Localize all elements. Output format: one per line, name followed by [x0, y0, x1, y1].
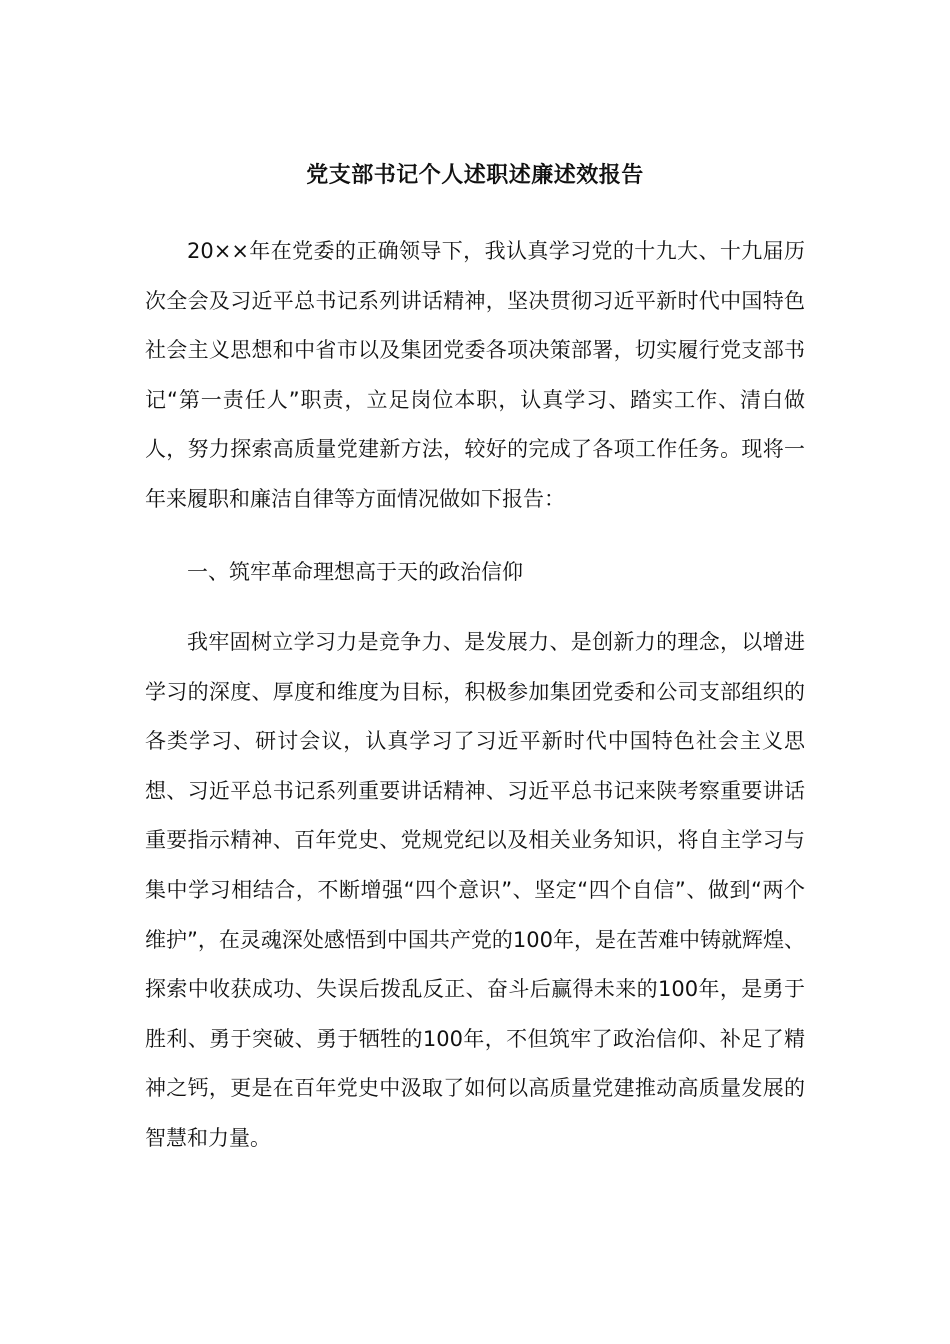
section-paragraph: 我牢固树立学习力是竞争力、是发展力、是创新力的理念，以增进学习的深度、厚度和维度为目标，积极参加集团党委和公司支部组织的各类学习、研讨会议，认真学习了习近平新时代中国特色社会主义思想、习近平总书记系列重要讲话精神、习近平总书记来陕考察重要讲话重要指示精神、百年党史、党规党纪以及相关业务知识，将自主学习与集中学习相结合，不断增强“四个意识”、坚定“四个自信”、做到“两个维护”，在灵魂深处感悟到中国共产党的100年，是在苦难中铸就辉煌、探索中收获成功、失误后拨乱反正、奋斗后赢得未来的100年，是勇于胜利、勇于突破、勇于牺牲的100年，不但筑牢了政治信仰、补足了精神之钙，更是在百年党史中汲取了如何以高质量党建推动高质量发展的智慧和力量。	[145, 630, 805, 1150]
intro-paragraph: 20××年在党委的正确领导下，我认真学习党的十九大、十九届历次全会及习近平总书记系列讲话精神，坚决贯彻习近平新时代中国特色社会主义思想和中省市以及集团党委各项决策部署，切实履行党支部书记“第一责任人”职责，立足岗位本职，认真学习、踏实工作、清白做人，努力探索高质量党建新方法，较好的完成了各项工作任务。现将一年来履职和廉洁自律等方面情况做如下报告：	[145, 239, 805, 511]
document-title: 党支部书记个人述职述廉述效报告	[306, 163, 644, 188]
section-heading: 一、筑牢革命理想高于天的政治信仰	[187, 560, 523, 584]
